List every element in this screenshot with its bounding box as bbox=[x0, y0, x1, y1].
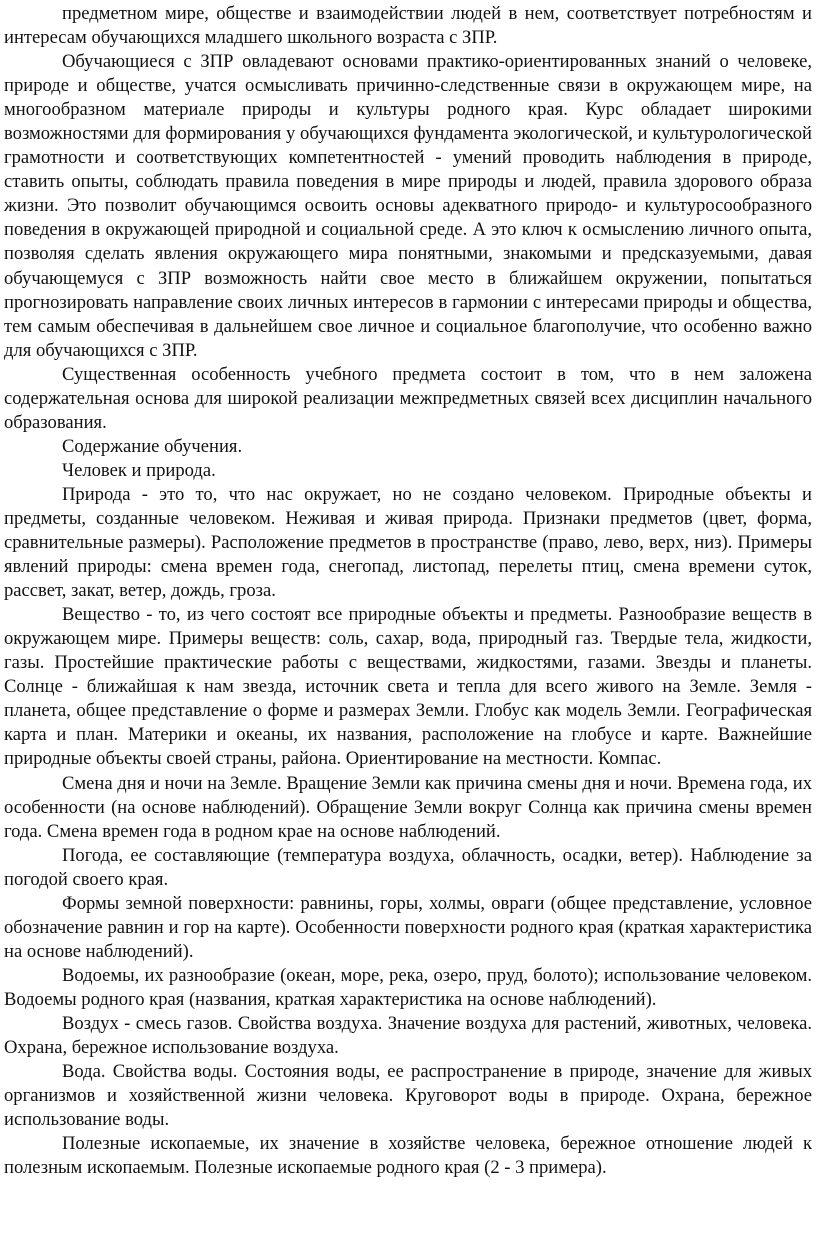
paragraph-section-heading: Человек и природа. bbox=[62, 459, 216, 481]
paragraph-weather: Погода, ее составляющие (температура воздуха, облачность, осадки, ветер). Наблюдение за погодой своего края. bbox=[4, 844, 812, 890]
paragraph-content-heading: Содержание обучения. bbox=[62, 435, 243, 457]
paragraph-air: Воздух - смесь газов. Свойства воздуха. Значение воздуха для растений, животных, человека. Охрана, бережное использование воздуха. bbox=[4, 1012, 812, 1059]
paragraph-nature: Природа - это то, что нас окружает, но не создано человеком. Природные объекты и предметы, созданные человеком. Неживая и живая природа. Признаки предметов (цвет, форма, сравнительные размеры). Расположение предметов в пространстве (право, лево, верх, низ). Примеры явлений природы: смена времен года, снегопад, листопад, перелеты птиц, смена времени суток, рассвет, закат, ветер, дождь, гроза. bbox=[4, 483, 812, 602]
paragraph-zpr-learners: Обучающиеся с ЗПР овладевают основами практико-ориентированных знаний о человеке, природе и обществе, учатся осмысливать причинно-следственные связи в окружающем мире, на многообразном материале природы и культуры родного края. Курс обладает широкими возможностями для формирования у обучающихся фундамента экологической, и культурологической грамотности и соответствующих компетентностей - умений проводить наблюдения в природе, ставить опыты, соблюдать правила поведения в мире природы и людей, правила здорового образа жизни. Это позволит обучающимся освоить основы адекватного природо- и культуросообразного поведения в окружающей природной и социальной среде. А это ключ к осмыслению личного опыта, позволяя сделать явления окружающего мира понятными, знакомыми и предсказуемыми, давая обучающемуся с ЗПР возможность найти свое место в ближайшем окружении, попытаться прогнозировать направление своих личных интересов в гармонии с интересами природы и общества, тем самым обеспечивая в дальнейшем свое личное и социальное благополучие, что особенно важно для обучающихся с ЗПР. bbox=[4, 51, 812, 361]
paragraph-continuation: предметном мире, обществе и взаимодействии людей в нем, соответствует потребностям и интересам обучающихся младшего школьного возраста с ЗПР. bbox=[4, 3, 812, 49]
document-body bbox=[4, 2, 812, 1180]
paragraph-substance: Вещество - то, из чего состоят все природные объекты и предметы. Разнообразие веществ в окружающем мире. Примеры веществ: соль, сахар, вода, природный газ. Твердые тела, жидкости, газы. Простейшие практические работы с веществами, жидкостями, газами. Звезды и планеты. Солнце - ближайшая к нам звезда, источник света и тепла для всего живого на Земле. Земля - планета, общее представление о форме и размерах Земли. Глобус как модель Земли. Географическая карта и план. Материки и океаны, их названия, расположение на глобусе и карте. Важнейшие природные объекты своей страны, района. Ориентирование на местности. Компас. bbox=[4, 604, 812, 770]
paragraph-subject-feature: Существенная особенность учебного предмета состоит в том, что в нем заложена содержательная основа для широкой реализации межпредметных связей всех дисциплин начального образования. bbox=[4, 363, 812, 433]
paragraph-land-forms: Формы земной поверхности: равнины, горы, холмы, овраги (общее представление, условное обозначение равнин и гор на карте). Особенности поверхности родного края (краткая характеристика на основе наблюдений). bbox=[4, 892, 812, 962]
paragraph-water: Вода. Свойства воды. Состояния воды, ее распространение в природе, значение для живых организмов и хозяйственной жизни человека. Круговорот воды в природе. Охрана, бережное использование воды. bbox=[4, 1061, 812, 1131]
paragraph-day-night: Смена дня и ночи на Земле. Вращение Земли как причина смены дня и ночи. Времена года, их особенности (на основе наблюдений). Обращение Земли вокруг Солнца как причина смены времен года. Смена времен года в родном крае на основе наблюдений. bbox=[4, 772, 812, 842]
paragraph-water-bodies: Водоемы, их разнообразие (океан, море, река, озеро, пруд, болото); использование человеком. Водоемы родного края (названия, краткая характеристика на основе наблюдений). bbox=[4, 964, 812, 1010]
paragraph-minerals: Полезные ископаемые, их значение в хозяйстве человека, бережное отношение людей к полезным ископаемым. Полезные ископаемые родного края (2 - 3 примера). bbox=[4, 1133, 812, 1179]
